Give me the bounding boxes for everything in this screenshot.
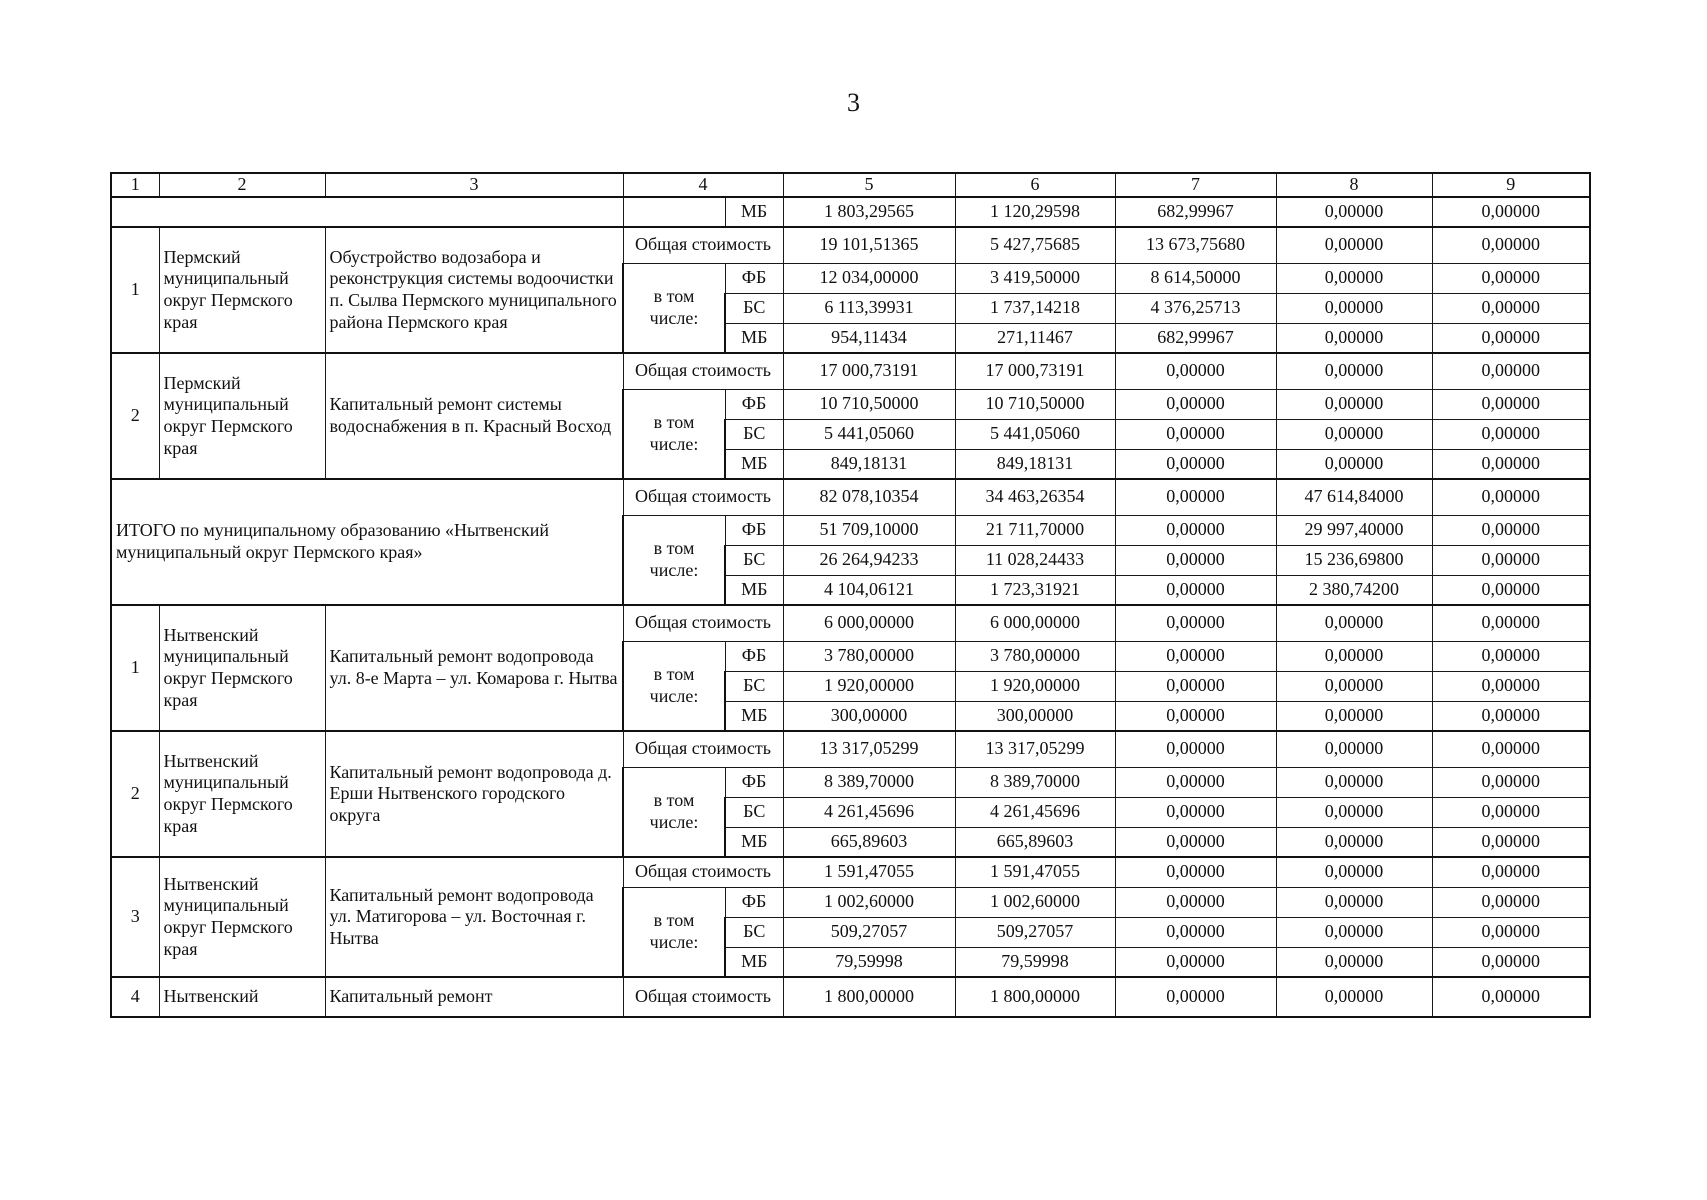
row-number: 3 [111, 857, 159, 977]
header-row [111, 173, 1590, 197]
value-cell: 0,00000 [1432, 515, 1590, 545]
value-cell: 0,00000 [1115, 917, 1276, 947]
including-label: в том числе: [623, 767, 725, 857]
value-cell: 0,00000 [1432, 479, 1590, 515]
value-cell: 1 591,47055 [783, 857, 955, 887]
total-cost-label: Общая стоимость [623, 857, 783, 887]
value-cell: 0,00000 [1115, 977, 1276, 1017]
value-cell: 0,00000 [1115, 479, 1276, 515]
value-cell: 0,00000 [1276, 917, 1432, 947]
value-cell: 8 614,50000 [1115, 263, 1276, 293]
value-cell: 0,00000 [1115, 545, 1276, 575]
value-cell: 0,00000 [1115, 389, 1276, 419]
value-cell: 1 591,47055 [955, 857, 1115, 887]
total-cost-label: Общая стоимость [623, 227, 783, 263]
value-cell: 47 614,84000 [1276, 479, 1432, 515]
value-cell: 0,00000 [1432, 977, 1590, 1017]
total-cost-label: Общая стоимость [623, 479, 783, 515]
value-cell: 0,00000 [1432, 827, 1590, 857]
value-cell: 665,89603 [783, 827, 955, 857]
fund-code: ФБ [725, 389, 783, 419]
fund-code: МБ [725, 947, 783, 977]
value-cell: 271,11467 [955, 323, 1115, 353]
value-cell: 0,00000 [1432, 731, 1590, 767]
fund-code: БС [725, 419, 783, 449]
header-cell: 8 [1276, 173, 1432, 197]
value-cell: 0,00000 [1115, 767, 1276, 797]
value-cell: 509,27057 [783, 917, 955, 947]
value-cell: 8 389,70000 [783, 767, 955, 797]
value-cell: 0,00000 [1276, 731, 1432, 767]
value-cell: 0,00000 [1432, 575, 1590, 605]
value-cell: 0,00000 [1115, 797, 1276, 827]
value-cell: 0,00000 [1276, 797, 1432, 827]
value-cell: 1 002,60000 [783, 887, 955, 917]
project-name: Капитальный ремонт [325, 977, 623, 1017]
value-cell: 0,00000 [1432, 767, 1590, 797]
row-number: 2 [111, 731, 159, 857]
value-cell: 1 120,29598 [955, 197, 1115, 227]
value-cell: 0,00000 [1276, 767, 1432, 797]
value-cell: 1 723,31921 [955, 575, 1115, 605]
value-cell: 2 380,74200 [1276, 575, 1432, 605]
value-cell: 0,00000 [1276, 389, 1432, 419]
project-name: Капитальный ремонт водопровода ул. Матигорова – ул. Восточная г. Нытва [325, 857, 623, 977]
value-cell: 1 920,00000 [955, 671, 1115, 701]
value-cell: 0,00000 [1432, 449, 1590, 479]
value-cell: 0,00000 [1432, 197, 1590, 227]
value-cell: 0,00000 [1432, 227, 1590, 263]
row-number: 4 [111, 977, 159, 1017]
row-number: 1 [111, 227, 159, 353]
value-cell: 10 710,50000 [783, 389, 955, 419]
fund-code: ФБ [725, 887, 783, 917]
value-cell: 51 709,10000 [783, 515, 955, 545]
including-label: в том числе: [623, 515, 725, 605]
fund-code: ФБ [725, 263, 783, 293]
value-cell: 0,00000 [1276, 197, 1432, 227]
value-cell: 0,00000 [1115, 515, 1276, 545]
fund-code: МБ [725, 323, 783, 353]
header-cell: 6 [955, 173, 1115, 197]
value-cell: 0,00000 [1432, 263, 1590, 293]
value-cell: 0,00000 [1432, 419, 1590, 449]
value-cell: 0,00000 [1276, 227, 1432, 263]
municipality-name: Пермский муниципальный округ Пермского края [159, 353, 325, 479]
value-cell: 0,00000 [1115, 419, 1276, 449]
value-cell: 1 920,00000 [783, 671, 955, 701]
total-cost-label: Общая стоимость [623, 605, 783, 641]
header-cell: 2 [159, 173, 325, 197]
value-cell: 0,00000 [1276, 827, 1432, 857]
value-cell: 0,00000 [1115, 827, 1276, 857]
value-cell: 0,00000 [1115, 887, 1276, 917]
including-label: в том числе: [623, 263, 725, 353]
project-total-row [111, 977, 1590, 1017]
fund-code: МБ [725, 449, 783, 479]
value-cell: 0,00000 [1115, 671, 1276, 701]
value-cell: 0,00000 [1432, 857, 1590, 887]
including-label: в том числе: [623, 641, 725, 731]
value-cell: 3 780,00000 [783, 641, 955, 671]
value-cell: 0,00000 [1115, 857, 1276, 887]
value-cell: 0,00000 [1432, 323, 1590, 353]
value-cell: 0,00000 [1432, 353, 1590, 389]
value-cell: 0,00000 [1432, 671, 1590, 701]
value-cell: 1 800,00000 [955, 977, 1115, 1017]
value-cell: 300,00000 [955, 701, 1115, 731]
value-cell: 0,00000 [1432, 701, 1590, 731]
value-cell: 0,00000 [1276, 671, 1432, 701]
value-cell: 0,00000 [1432, 917, 1590, 947]
value-cell: 29 997,40000 [1276, 515, 1432, 545]
fund-code: МБ [725, 197, 783, 227]
value-cell: 4 261,45696 [783, 797, 955, 827]
value-cell: 3 780,00000 [955, 641, 1115, 671]
project-name: Капитальный ремонт водопровода д. Ерши Нытвенского городского округа [325, 731, 623, 857]
total-cost-label: Общая стоимость [623, 353, 783, 389]
empty-cell [111, 197, 623, 227]
project-total-row [111, 227, 1590, 263]
value-cell: 0,00000 [1276, 353, 1432, 389]
value-cell: 19 101,51365 [783, 227, 955, 263]
value-cell: 12 034,00000 [783, 263, 955, 293]
value-cell: 79,59998 [955, 947, 1115, 977]
municipality-name: Пермский муниципальный округ Пермского края [159, 227, 325, 353]
value-cell: 0,00000 [1115, 641, 1276, 671]
value-cell: 5 427,75685 [955, 227, 1115, 263]
value-cell: 13 673,75680 [1115, 227, 1276, 263]
fund-code: МБ [725, 575, 783, 605]
municipality-name: Нытвенский муниципальный округ Пермского края [159, 605, 325, 731]
value-cell: 11 028,24433 [955, 545, 1115, 575]
including-label: в том числе: [623, 887, 725, 977]
value-cell: 0,00000 [1432, 605, 1590, 641]
value-cell: 1 002,60000 [955, 887, 1115, 917]
empty-cell [623, 197, 725, 227]
value-cell: 0,00000 [1115, 575, 1276, 605]
fund-code: БС [725, 797, 783, 827]
value-cell: 0,00000 [1432, 641, 1590, 671]
value-cell: 300,00000 [783, 701, 955, 731]
value-cell: 682,99967 [1115, 197, 1276, 227]
including-label: в том числе: [623, 389, 725, 479]
value-cell: 0,00000 [1276, 857, 1432, 887]
value-cell: 0,00000 [1276, 977, 1432, 1017]
value-cell: 849,18131 [955, 449, 1115, 479]
value-cell: 665,89603 [955, 827, 1115, 857]
value-cell: 0,00000 [1276, 947, 1432, 977]
value-cell: 4 376,25713 [1115, 293, 1276, 323]
fund-code: БС [725, 917, 783, 947]
municipality-name: Нытвенский [159, 977, 325, 1017]
municipality-name: Нытвенский муниципальный округ Пермского края [159, 857, 325, 977]
value-cell: 0,00000 [1276, 323, 1432, 353]
value-cell: 5 441,05060 [955, 419, 1115, 449]
value-cell: 1 800,00000 [783, 977, 955, 1017]
value-cell: 4 261,45696 [955, 797, 1115, 827]
value-cell: 682,99967 [1115, 323, 1276, 353]
funding-table [110, 172, 1591, 1018]
value-cell: 10 710,50000 [955, 389, 1115, 419]
project-name: Обустройство водозабора и реконструкция системы водоочистки п. Сылва Пермского муниципального района Пермского края [325, 227, 623, 353]
fund-code: ФБ [725, 641, 783, 671]
value-cell: 0,00000 [1276, 701, 1432, 731]
value-cell: 1 737,14218 [955, 293, 1115, 323]
header-cell: 5 [783, 173, 955, 197]
header-cell: 9 [1432, 173, 1590, 197]
value-cell: 6 113,39931 [783, 293, 955, 323]
fund-code: ФБ [725, 515, 783, 545]
fund-code: МБ [725, 701, 783, 731]
value-cell: 0,00000 [1115, 353, 1276, 389]
fund-code: МБ [725, 827, 783, 857]
value-cell: 17 000,73191 [955, 353, 1115, 389]
value-cell: 954,11434 [783, 323, 955, 353]
value-cell: 0,00000 [1115, 731, 1276, 767]
project-name: Капитальный ремонт системы водоснабжения в п. Красный Восход [325, 353, 623, 479]
value-cell: 0,00000 [1432, 887, 1590, 917]
value-cell: 0,00000 [1432, 293, 1590, 323]
header-cell: 1 [111, 173, 159, 197]
value-cell: 5 441,05060 [783, 419, 955, 449]
value-cell: 0,00000 [1276, 263, 1432, 293]
project-total-row [111, 731, 1590, 767]
total-cost-label: Общая стоимость [623, 977, 783, 1017]
header-cell: 3 [325, 173, 623, 197]
value-cell: 6 000,00000 [783, 605, 955, 641]
value-cell: 0,00000 [1115, 701, 1276, 731]
header-cell: 4 [623, 173, 783, 197]
value-cell: 3 419,50000 [955, 263, 1115, 293]
value-cell: 4 104,06121 [783, 575, 955, 605]
value-cell: 0,00000 [1115, 605, 1276, 641]
project-name: Капитальный ремонт водопровода ул. 8-е Марта – ул. Комарова г. Нытва [325, 605, 623, 731]
total-cost-label: Общая стоимость [623, 731, 783, 767]
value-cell: 0,00000 [1276, 293, 1432, 323]
fund-code: ФБ [725, 767, 783, 797]
value-cell: 0,00000 [1432, 947, 1590, 977]
value-cell: 0,00000 [1432, 389, 1590, 419]
value-cell: 0,00000 [1432, 797, 1590, 827]
value-cell: 79,59998 [783, 947, 955, 977]
value-cell: 0,00000 [1432, 545, 1590, 575]
header-cell: 7 [1115, 173, 1276, 197]
value-cell: 13 317,05299 [955, 731, 1115, 767]
value-cell: 0,00000 [1276, 641, 1432, 671]
project-total-row [111, 605, 1590, 641]
value-cell: 17 000,73191 [783, 353, 955, 389]
value-cell: 82 078,10354 [783, 479, 955, 515]
carry-over-row [111, 197, 1590, 227]
value-cell: 34 463,26354 [955, 479, 1115, 515]
value-cell: 849,18131 [783, 449, 955, 479]
value-cell: 8 389,70000 [955, 767, 1115, 797]
project-total-row [111, 353, 1590, 389]
value-cell: 13 317,05299 [783, 731, 955, 767]
value-cell: 0,00000 [1115, 947, 1276, 977]
fund-code: БС [725, 545, 783, 575]
municipality-name: Нытвенский муниципальный округ Пермского края [159, 731, 325, 857]
itogo-label: ИТОГО по муниципальному образованию «Нытвенский муниципальный округ Пермского края» [111, 479, 623, 605]
value-cell: 0,00000 [1276, 449, 1432, 479]
value-cell: 1 803,29565 [783, 197, 955, 227]
page-number: 3 [847, 88, 860, 117]
value-cell: 0,00000 [1276, 419, 1432, 449]
fund-code: БС [725, 671, 783, 701]
value-cell: 509,27057 [955, 917, 1115, 947]
value-cell: 0,00000 [1276, 605, 1432, 641]
project-total-row [111, 857, 1590, 887]
value-cell: 21 711,70000 [955, 515, 1115, 545]
value-cell: 15 236,69800 [1276, 545, 1432, 575]
value-cell: 26 264,94233 [783, 545, 955, 575]
value-cell: 0,00000 [1115, 449, 1276, 479]
row-number: 1 [111, 605, 159, 731]
value-cell: 0,00000 [1276, 887, 1432, 917]
row-number: 2 [111, 353, 159, 479]
value-cell: 6 000,00000 [955, 605, 1115, 641]
fund-code: БС [725, 293, 783, 323]
itogo-total-row [111, 479, 1590, 515]
